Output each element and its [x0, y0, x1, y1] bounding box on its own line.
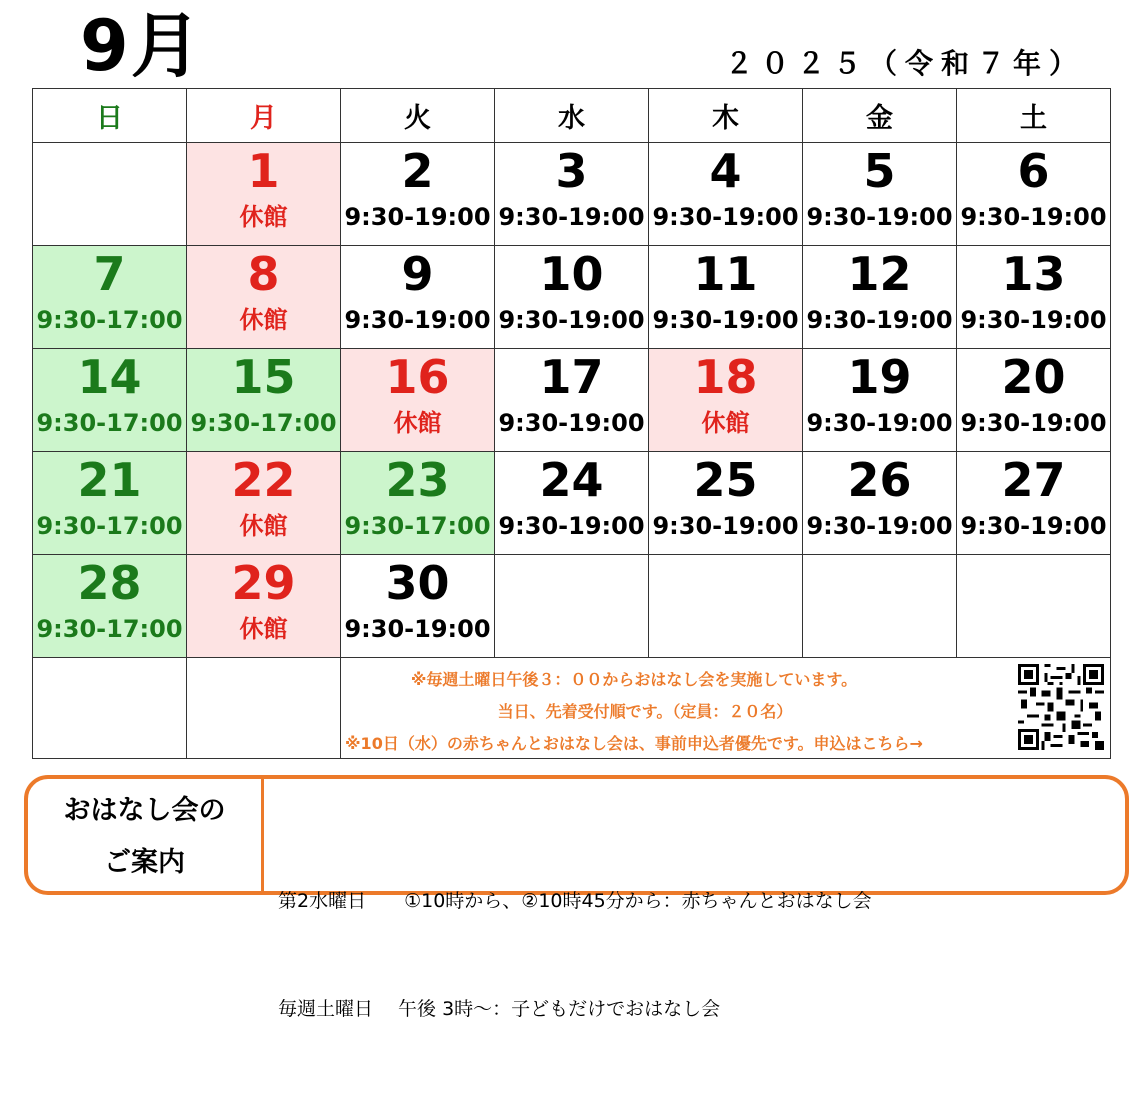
- day-cell: [649, 349, 803, 452]
- day-cell: [649, 452, 803, 555]
- weekday-sun: 日: [33, 89, 187, 143]
- opening-hours: 9:30-19:00: [344, 306, 491, 334]
- year-label: ２０２５（令和７年）: [724, 47, 1085, 80]
- day-number: 5: [863, 144, 896, 198]
- weekday-thu: 木: [649, 89, 803, 143]
- empty-day-cell: [803, 555, 957, 658]
- day-cell: [341, 246, 495, 349]
- empty-day-cell: [495, 555, 649, 658]
- day-number: 9: [401, 247, 434, 301]
- day-cell: [803, 349, 957, 452]
- day-cell: [33, 452, 187, 555]
- opening-hours: 9:30-17:00: [36, 306, 183, 334]
- opening-hours: 9:30-17:00: [36, 615, 183, 643]
- day-cell: [341, 452, 495, 555]
- opening-hours: 9:30-17:00: [190, 409, 337, 437]
- day-number: 21: [77, 453, 142, 507]
- note-line-3: ※10日（水）の赤ちゃんとおはなし会は、事前申込者優先です。申込はこちら→: [345, 734, 923, 753]
- closed-label: 休館: [239, 512, 288, 540]
- opening-hours: 9:30-19:00: [960, 409, 1107, 437]
- empty-day-cell: [33, 143, 187, 246]
- day-cell: [341, 555, 495, 658]
- week-row: [33, 349, 1111, 452]
- day-number: 27: [1001, 453, 1066, 507]
- empty-day-cell: [649, 555, 803, 658]
- note-line-1: ※毎週土曜日午後３：００からおはなし会を実施しています。: [410, 670, 858, 689]
- closed-label: 休館: [701, 409, 750, 437]
- opening-hours: 9:30-19:00: [344, 615, 491, 643]
- opening-hours: 9:30-19:00: [498, 203, 645, 231]
- day-cell: [187, 349, 341, 452]
- day-number: 22: [231, 453, 296, 507]
- day-cell: [649, 246, 803, 349]
- closed-label: 休館: [393, 409, 442, 437]
- day-number: 23: [385, 453, 450, 507]
- notes-text: [345, 664, 923, 760]
- closed-label: 休館: [239, 306, 288, 334]
- day-number: 14: [77, 350, 142, 404]
- info-title-line-2: ご案内: [104, 847, 185, 878]
- day-number: 7: [93, 247, 126, 301]
- opening-hours: 9:30-19:00: [344, 203, 491, 231]
- day-number: 29: [231, 556, 296, 610]
- week-row: [33, 246, 1111, 349]
- day-number: 30: [385, 556, 450, 610]
- opening-hours: 9:30-17:00: [36, 512, 183, 540]
- info-title: [28, 779, 264, 891]
- opening-hours: 9:30-17:00: [36, 409, 183, 437]
- day-cell: [187, 555, 341, 658]
- day-number: 28: [77, 556, 142, 610]
- day-number: 3: [555, 144, 588, 198]
- day-number: 16: [385, 350, 450, 404]
- note-line-2: 当日、先着受付順です。（定員：２０名）: [497, 702, 793, 721]
- day-cell: [957, 143, 1111, 246]
- day-cell: [187, 143, 341, 246]
- day-number: 25: [693, 453, 758, 507]
- day-number: 10: [539, 247, 604, 301]
- month-title: 9月: [80, 5, 203, 87]
- day-number: 12: [847, 247, 912, 301]
- day-number: 18: [693, 350, 758, 404]
- qr-code-icon[interactable]: [1018, 664, 1104, 750]
- calendar-table: [32, 88, 1111, 759]
- day-cell: [187, 246, 341, 349]
- week-row: [33, 452, 1111, 555]
- day-cell: [33, 246, 187, 349]
- notes-empty-cell: [187, 658, 341, 759]
- opening-hours: 9:30-19:00: [498, 306, 645, 334]
- opening-hours: 9:30-19:00: [806, 409, 953, 437]
- day-cell: [341, 349, 495, 452]
- day-cell: [649, 143, 803, 246]
- opening-hours: 9:30-19:00: [806, 203, 953, 231]
- day-number: 17: [539, 350, 604, 404]
- day-cell: [495, 143, 649, 246]
- opening-hours: 9:30-19:00: [806, 512, 953, 540]
- day-number: 13: [1001, 247, 1066, 301]
- day-number: 2: [401, 144, 434, 198]
- notes-empty-cell: [33, 658, 187, 759]
- opening-hours: 9:30-19:00: [806, 306, 953, 334]
- day-number: 26: [847, 453, 912, 507]
- day-cell: [803, 143, 957, 246]
- opening-hours: 9:30-19:00: [960, 512, 1107, 540]
- info-row-1: 第2水曜日 ①10時から、②10時45分から：赤ちゃんとおはなし会: [278, 890, 872, 912]
- day-cell: [495, 452, 649, 555]
- day-number: 6: [1017, 144, 1050, 198]
- storytime-info-box: [24, 775, 1129, 1020]
- day-number: 1: [247, 144, 280, 198]
- closed-label: 休館: [239, 615, 288, 643]
- info-body: [278, 811, 872, 1099]
- day-cell: [957, 452, 1111, 555]
- opening-hours: 9:30-19:00: [652, 203, 799, 231]
- day-cell: [187, 452, 341, 555]
- opening-hours: 9:30-19:00: [652, 512, 799, 540]
- empty-day-cell: [957, 555, 1111, 658]
- week-row: [33, 143, 1111, 246]
- info-row-2: 毎週土曜日 午後 3時～：子どもだけでおはなし会: [278, 998, 721, 1020]
- day-number: 8: [247, 247, 280, 301]
- day-cell: [957, 349, 1111, 452]
- day-number: 20: [1001, 350, 1066, 404]
- closed-label: 休館: [239, 203, 288, 231]
- notes-cell: [341, 658, 1111, 759]
- weekday-fri: 金: [803, 89, 957, 143]
- weekday-header-row: [33, 89, 1111, 143]
- day-cell: [803, 452, 957, 555]
- opening-hours: 9:30-17:00: [344, 512, 491, 540]
- day-cell: [495, 349, 649, 452]
- opening-hours: 9:30-19:00: [498, 512, 645, 540]
- weekday-sat: 土: [957, 89, 1111, 143]
- opening-hours: 9:30-19:00: [960, 203, 1107, 231]
- opening-hours: 9:30-19:00: [498, 409, 645, 437]
- day-number: 11: [693, 247, 758, 301]
- day-cell: [341, 143, 495, 246]
- day-number: 24: [539, 453, 604, 507]
- day-number: 15: [231, 350, 296, 404]
- notes-row: [33, 658, 1111, 759]
- day-cell: [33, 349, 187, 452]
- weekday-mon: 月: [187, 89, 341, 143]
- week-row: [33, 555, 1111, 658]
- day-cell: [957, 246, 1111, 349]
- day-number: 19: [847, 350, 912, 404]
- opening-hours: 9:30-19:00: [652, 306, 799, 334]
- weekday-wed: 水: [495, 89, 649, 143]
- day-number: 4: [709, 144, 742, 198]
- day-cell: [33, 555, 187, 658]
- info-title-line-1: おはなし会の: [63, 795, 226, 826]
- day-cell: [803, 246, 957, 349]
- day-cell: [495, 246, 649, 349]
- weekday-tue: 火: [341, 89, 495, 143]
- opening-hours: 9:30-19:00: [960, 306, 1107, 334]
